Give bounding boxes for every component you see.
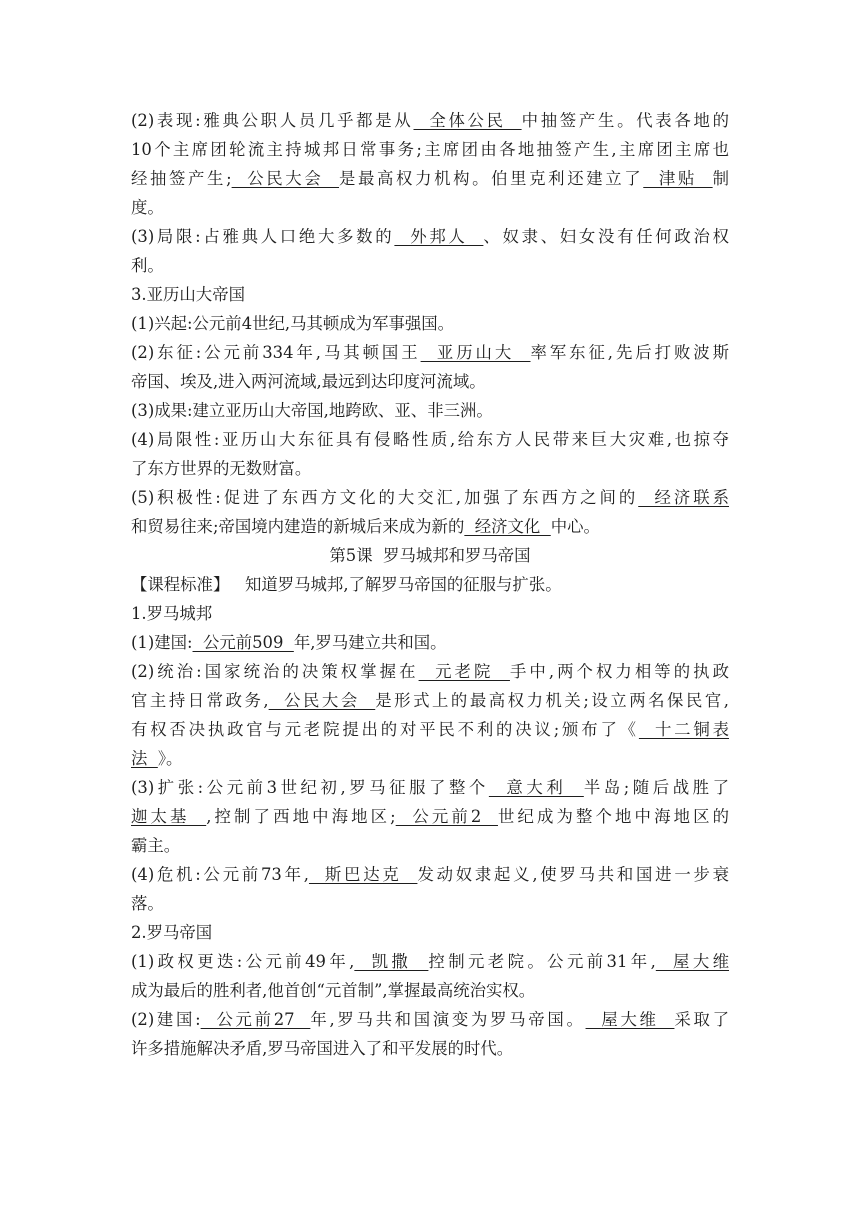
- fill-in-answer: 津贴: [643, 169, 713, 188]
- text: 发动奴隶起义,使罗马共和国进一步衰: [417, 865, 730, 884]
- text: 1.罗马城邦: [131, 604, 213, 623]
- text: 经抽签产生;: [131, 169, 232, 188]
- text-line: [131, 454, 729, 483]
- text: 年,罗马共和国演变为罗马帝国。: [310, 1010, 586, 1029]
- text-line: [131, 976, 729, 1005]
- text: 许多措施解决矛盾,罗马帝国进入了和平发展的时代。: [131, 1039, 514, 1058]
- course-standard: [131, 570, 729, 599]
- document-page: [131, 106, 729, 1063]
- text: (2)东征:公元前334年,马其顿国王: [131, 343, 421, 362]
- text-line: [131, 1005, 729, 1034]
- text: 官主持日常政务,: [131, 691, 269, 710]
- fill-in-answer: 法: [131, 749, 158, 768]
- text-line: [131, 425, 729, 454]
- fill-in-answer: 斯巴达克: [308, 865, 418, 884]
- text: 帝国、埃及,进入两河流域,最远到达印度河流域。: [131, 372, 486, 391]
- text: 度。: [131, 198, 164, 217]
- text: 率军东征,先后打败波斯: [530, 343, 729, 362]
- text: 中心。: [550, 517, 600, 536]
- text-line: [131, 309, 729, 338]
- text: (4)危机:公元前73年,: [131, 865, 309, 884]
- text-line: [131, 715, 729, 744]
- text: 利。: [131, 256, 164, 275]
- text-line: [131, 106, 729, 135]
- text: 10个主席团轮流主持城邦日常事务;主席团由各地抽签产生,主席团主席也: [131, 140, 729, 159]
- text-line: [131, 744, 729, 773]
- text-line: [131, 367, 729, 396]
- text: (2)建国:: [131, 1010, 201, 1029]
- text: 和贸易往来;帝国境内建造的新城后来成为新的: [131, 517, 465, 536]
- text: (4)局限性:亚历山大东征具有侵略性质,给东方人民带来巨大灾难,也掠夺: [131, 430, 729, 449]
- text-line: [131, 512, 729, 541]
- text-line: [131, 222, 729, 251]
- fill-in-answer: 外邦人: [394, 227, 484, 246]
- text: 是形式上的最高权力机关;设立两名保民官,: [375, 691, 729, 710]
- text: 半岛;随后战胜了: [583, 778, 729, 797]
- text: 手中,两个权力相等的执政: [509, 662, 730, 681]
- text: 、奴隶、妇女没有任何政治权: [483, 227, 730, 246]
- text-line: [131, 251, 729, 280]
- text-line: [131, 628, 729, 657]
- text-line: [131, 773, 729, 802]
- text: 3.亚历山大帝国: [131, 285, 245, 304]
- text: 了东方世界的无数财富。: [131, 459, 312, 478]
- fill-in-answer: 凯撒: [354, 952, 429, 971]
- text-line: [131, 947, 729, 976]
- text: (1)兴起:公元前4世纪,马其顿成为军事强国。: [131, 314, 455, 333]
- fill-in-answer: 经济联系: [638, 488, 729, 507]
- text: ,控制了西地中海地区;: [206, 807, 396, 826]
- section-heading: [131, 918, 729, 947]
- section-heading: [131, 280, 729, 309]
- fill-in-answer: 经济文化: [464, 517, 551, 536]
- text: 2.罗马帝国: [131, 923, 213, 942]
- fill-in-answer: 意大利: [488, 778, 584, 797]
- text: (1)政权更迭:公元前49年,: [131, 952, 355, 971]
- text: (3)局限:占雅典人口绝大多数的: [131, 227, 395, 246]
- text: 》。: [157, 749, 183, 768]
- text-line: [131, 802, 729, 831]
- text: (3)成果:建立亚历山大帝国,地跨欧、亚、非三洲。: [131, 401, 493, 420]
- fill-in-answer: 全体公民: [413, 111, 522, 130]
- text-line: [131, 396, 729, 425]
- text: 第5课 罗马城邦和罗马帝国: [329, 546, 531, 565]
- fill-in-answer: 公民大会: [231, 169, 340, 188]
- text-line: [131, 164, 729, 193]
- text: 有权否决执政官与元老院提出的对平民不利的决议;颁布了《: [131, 720, 639, 739]
- fill-in-answer: 公元前2: [395, 807, 498, 826]
- text-line: [131, 889, 729, 918]
- text: 霸主。: [131, 836, 181, 855]
- fill-in-answer: 公民大会: [268, 691, 376, 710]
- text: 制: [712, 169, 730, 188]
- text: 成为最后的胜利者,他首创“元首制”,掌握最高统治实权。: [131, 981, 536, 1000]
- text-line: [131, 1034, 729, 1063]
- fill-in-answer: 屋大维: [655, 952, 730, 971]
- text-line: [131, 831, 729, 860]
- lesson-title: [131, 541, 729, 570]
- fill-in-answer: 元老院: [418, 662, 510, 681]
- text: (5)积极性:促进了东西方文化的大交汇,加强了东西方之间的: [131, 488, 639, 507]
- text: (2)表现:雅典公职人员几乎都是从: [131, 111, 414, 130]
- text: (1)建国:: [131, 633, 193, 652]
- text-line: [131, 483, 729, 512]
- text-line: [131, 135, 729, 164]
- text-line: [131, 860, 729, 889]
- text: 中抽签产生。代表各地的: [521, 111, 730, 130]
- fill-in-answer: 屋大维: [585, 1010, 675, 1029]
- fill-in-answer: 亚历山大: [420, 343, 531, 362]
- fill-in-answer: 公元前509: [192, 633, 294, 652]
- text: 【课程标准】 知道罗马城邦,了解罗马帝国的征服与扩张。: [131, 575, 562, 594]
- text: 年,罗马建立共和国。: [293, 633, 447, 652]
- text-line: [131, 686, 729, 715]
- text: (3)扩张:公元前3世纪初,罗马征服了整个: [131, 778, 489, 797]
- text: 世纪成为整个地中海地区的: [497, 807, 729, 826]
- text: (2)统治:国家统治的决策权掌握在: [131, 662, 419, 681]
- section-heading: [131, 599, 729, 628]
- text: 是最高权力机构。伯里克利还建立了: [339, 169, 644, 188]
- text-line: [131, 193, 729, 222]
- fill-in-answer: 十二铜表: [638, 720, 730, 739]
- fill-in-answer: 迦太基: [131, 807, 207, 826]
- text: 采取了: [674, 1010, 730, 1029]
- text-line: [131, 338, 729, 367]
- fill-in-answer: 公元前27: [200, 1010, 311, 1029]
- text-line: [131, 657, 729, 686]
- text: 落。: [131, 894, 164, 913]
- text: 控制元老院。公元前31年,: [428, 952, 656, 971]
